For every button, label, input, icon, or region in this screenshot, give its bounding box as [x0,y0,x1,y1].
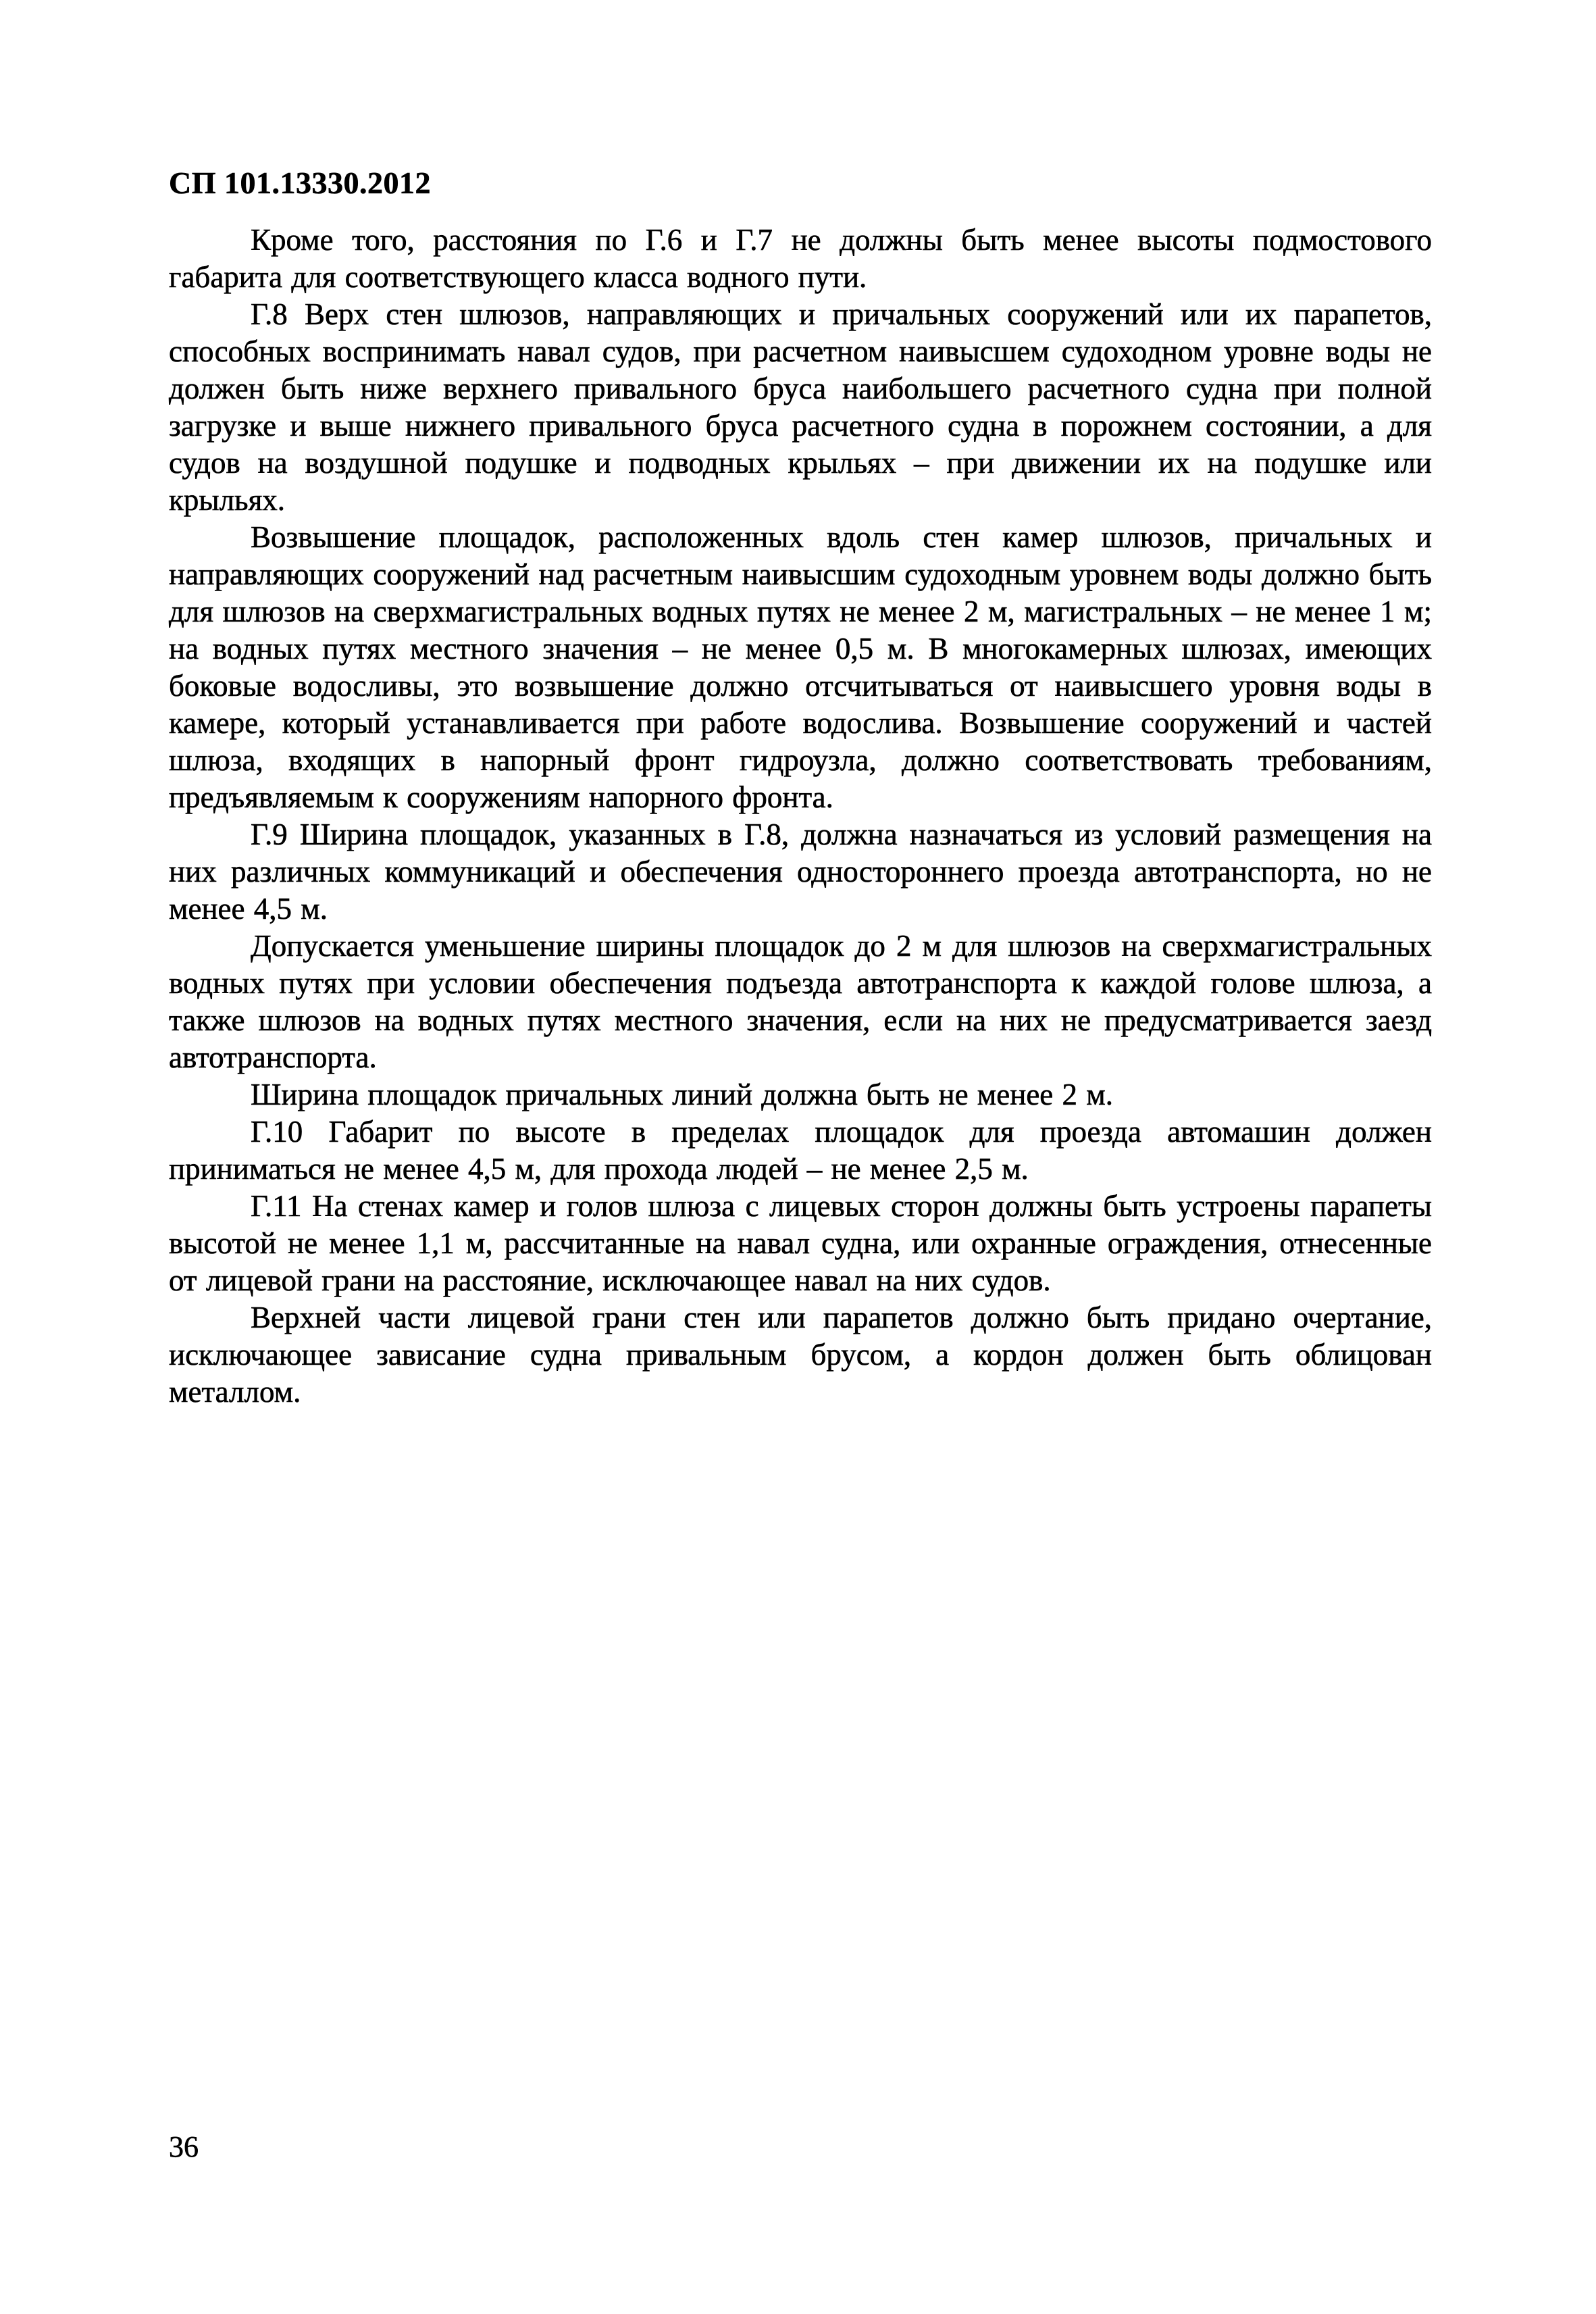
paragraph: Верхней части лицевой грани стен или парапетов должно быть придано очертание, исключающее зависание судна привальным брусом, а кордон должен быть облицован металлом. [169,1301,1432,1409]
paragraph: Г.9 Ширина площадок, указанных в Г.8, должна назначаться из условий размещения на них различных коммуникаций и обеспечения одностороннего проезда автотранспорта, но не менее 4,5 м. [169,818,1432,926]
paragraph: Г.8 Верх стен шлюзов, направляющих и причальных сооружений или их парапетов, способных воспринимать навал судов, при расчетном наивысшем судоходном уровне воды не должен быть ниже верхнего привального бруса наибольшего расчетного судна при полной загрузке и выше нижнего привального бруса расчетного судна в порожнем состоянии, а для судов на воздушной подушке и подводных крыльях – при движении их на подушке или крыльях. [169,297,1432,517]
paragraph: Возвышение площадок, расположенных вдоль стен камер шлюзов, причальных и направляющих сооружений над расчетным наивысшим судоходным уровнем воды должно быть для шлюзов на сверхмагистральных водных путях не менее 2 м, магистральных – не менее 1 м; на водных путях местного значения – не менее 0,5 м. В многокамерных шлюзах, имеющих боковые водосливы, это возвышение должно отсчитываться от наивысшего уровня воды в камере, который устанавливается при работе водослива. Возвышение сооружений и частей шлюза, входящих в напорный фронт гидроузла, должно соответствовать требованиям, предъявляемым к сооружениям напорного фронта. [169,520,1432,814]
paragraph: Кроме того, расстояния по Г.6 и Г.7 не должны быть менее высоты подмостового габарита для соответствующего класса водного пути. [169,223,1432,294]
document-code: СП 101.13330.2012 [169,166,431,200]
paragraph: Ширина площадок причальных линий должна быть не менее 2 м. [251,1078,1114,1111]
paragraph: Г.10 Габарит по высоте в пределах площадок для проезда автомашин должен приниматься не менее 4,5 м, для прохода людей – не менее 2,5 м. [169,1115,1432,1186]
paragraph: Допускается уменьшение ширины площадок до 2 м для шлюзов на сверхмагистральных водных путях при условии обеспечения подъезда автотранспорта к каждой голове шлюза, а также шлюзов на водных путях местного значения, если на них не предусматривается заезд автотранспорта. [169,929,1432,1074]
page-number: 36 [169,2130,199,2163]
paragraph: Г.11 На стенах камер и голов шлюза с лицевых сторон должны быть устроены парапеты высотой не менее 1,1 м, рассчитанные на навал судна, или охранные ограждения, отнесенные от лицевой грани на расстояние, исключающее навал на них судов. [169,1189,1432,1297]
document-body [169,222,1432,1411]
